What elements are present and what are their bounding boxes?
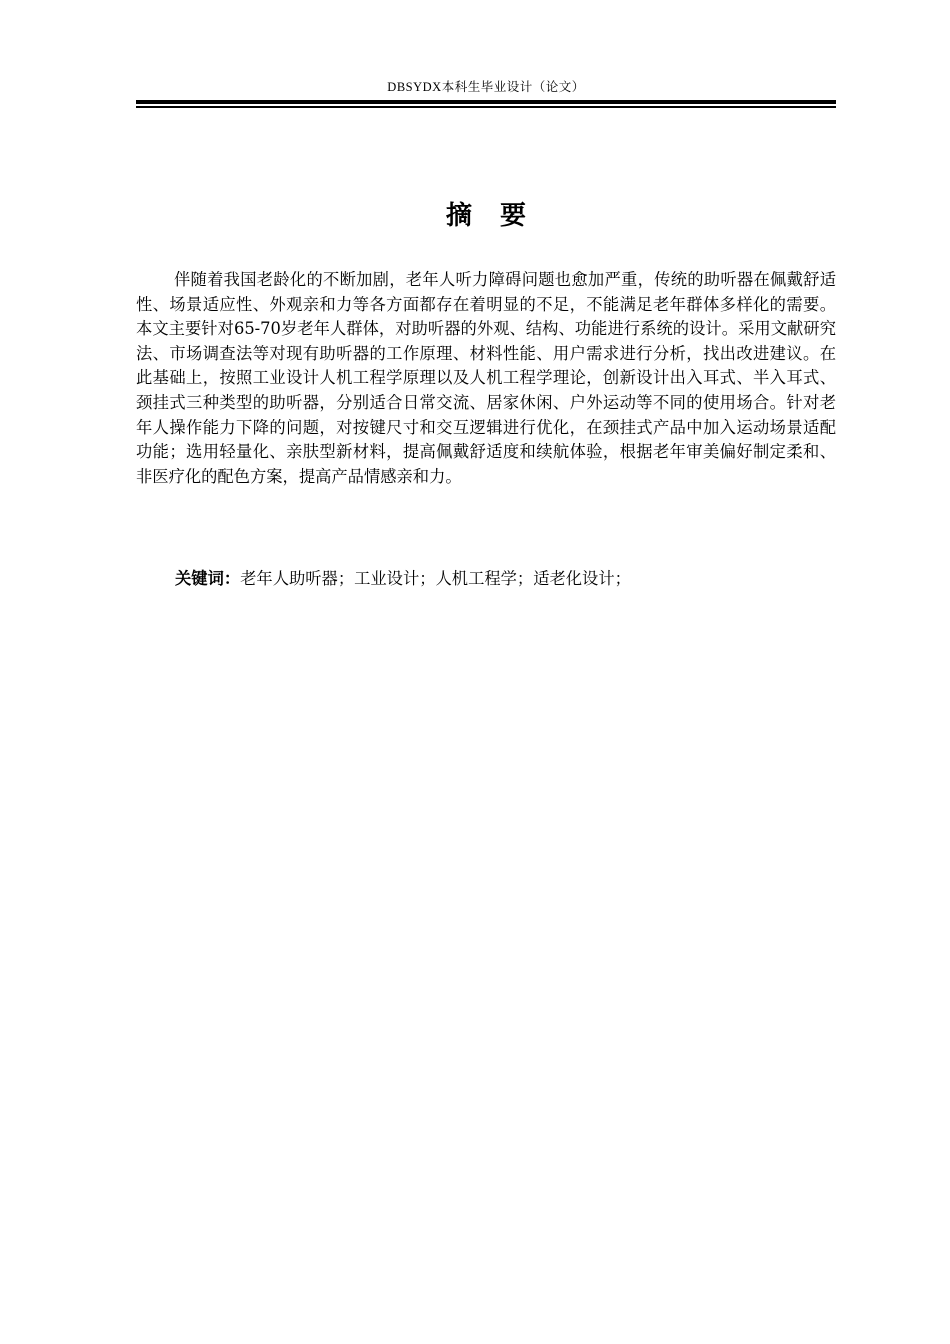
running-header: DBSYDX本科生毕业设计（论文） [387,80,585,94]
abstract-paragraph: 伴随着我国老龄化的不断加剧，老年人听力障碍问题也愈加严重，传统的助听器在佩戴舒适性、场景适应性、外观亲和力等各方面都存在着明显的不足，不能满足老年群体多样化的需要。本文主要针对65-70岁老年人群体，对助听器的外观、结构、功能进行系统的设计。采用文献研究法、市场调查法等对现有助听器的工作原理、材料性能、用户需求进行分析，找出改进建议。在此基础上，按照工业设计人机工程学原理以及人机工程学理论，创新设计出入耳式、半入耳式、颈挂式三种类型的助听器，分别适合日常交流、居家休闲、户外运动等不同的使用场合。针对老年人操作能力下降的问题，对按键尺寸和交互逻辑进行优化，在颈挂式产品中加入运动场景适配功能；选用轻量化、亲肤型新材料，提高佩戴舒适度和续航体验，根据老年审美偏好制定柔和、非医疗化的配色方案，提高产品情感亲和力。 [136,270,836,486]
keywords-line [175,566,836,592]
keywords-text: 老年人助听器；工业设计；人机工程学；适老化设计； [240,569,631,588]
keywords-label: 关键词： [175,569,241,588]
header-rule-thin [136,106,836,108]
header-rule-thick [136,100,836,104]
page-title: 摘要 [445,201,554,231]
